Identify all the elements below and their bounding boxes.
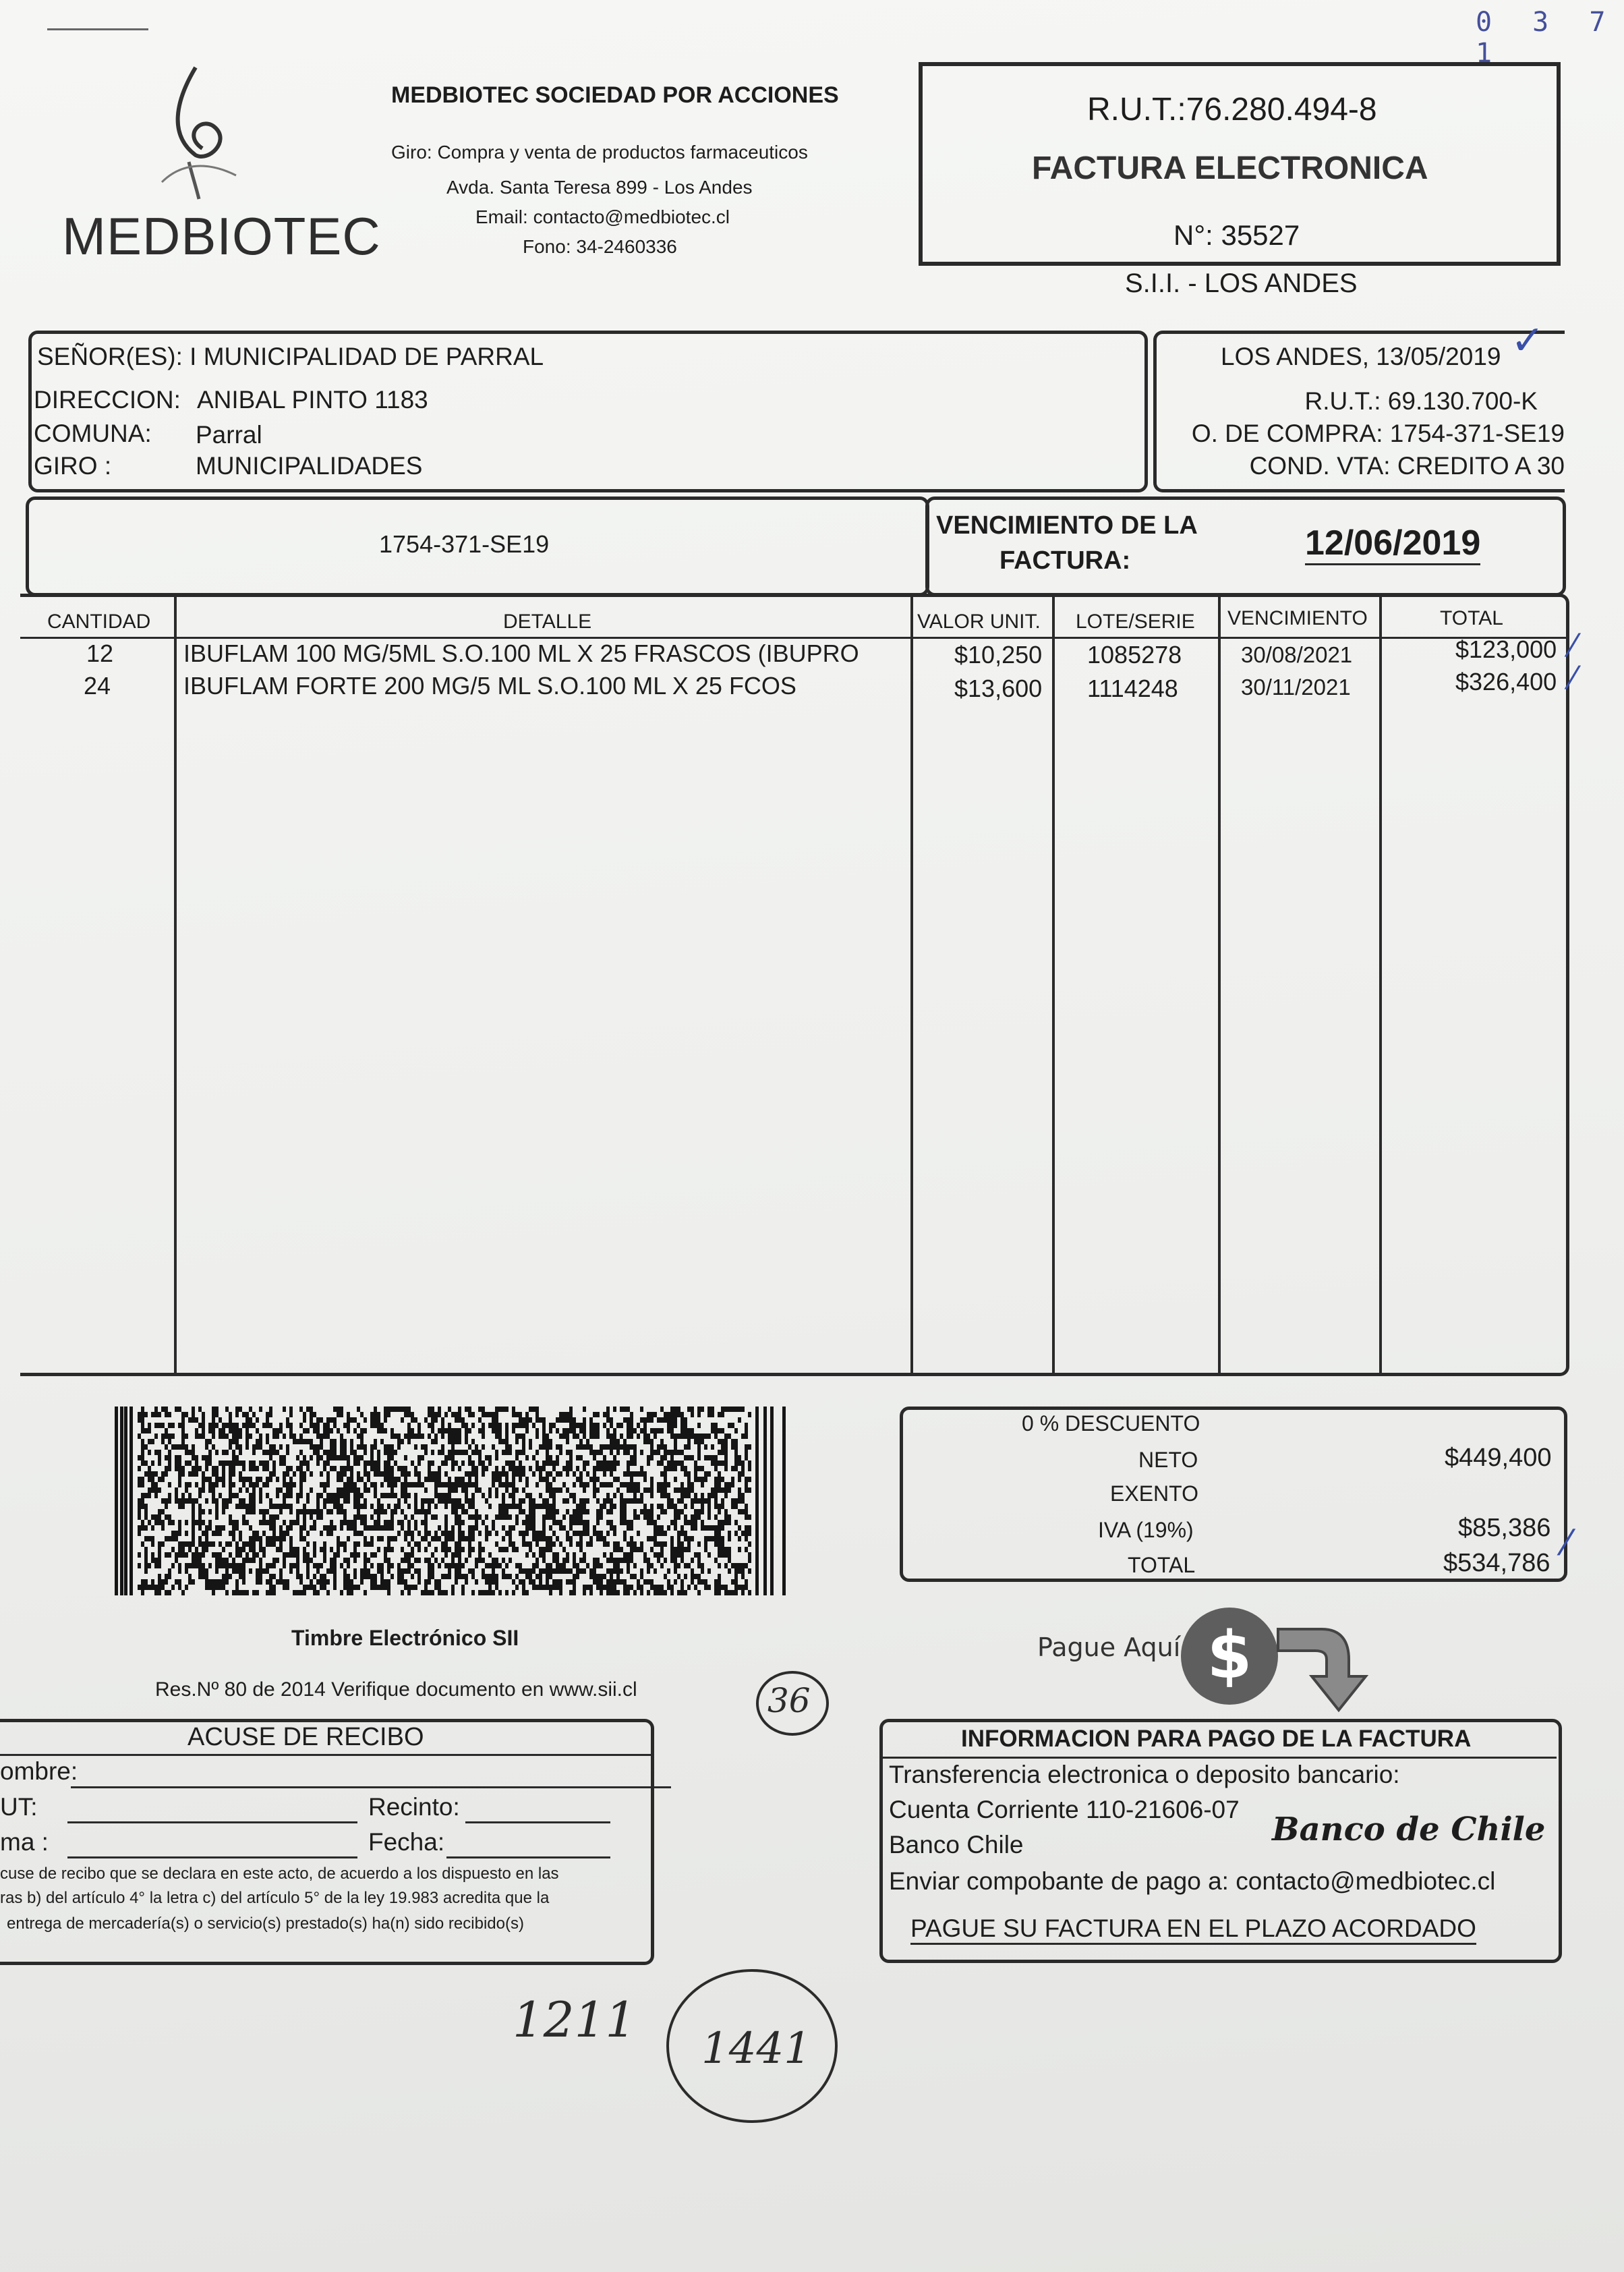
logo-text: MEDBIOTEC [62, 206, 381, 266]
payment-bank: Banco Chile [889, 1831, 1024, 1858]
header-total: TOTAL [1440, 607, 1503, 629]
due-date: 12/06/2019 [1305, 523, 1480, 565]
place-date: LOS ANDES, 13/05/2019 [1221, 343, 1501, 370]
acuse-legal-1: cuse de recibo que se declara en este acto, de acuerdo a los dispuesto en las [0, 1865, 559, 1883]
recinto-line[interactable] [465, 1821, 610, 1823]
col-divider [174, 594, 177, 1373]
exento-label: EXENTO [1110, 1481, 1198, 1506]
total-label: TOTAL [1128, 1553, 1196, 1577]
header-cantidad: CANTIDAD [47, 610, 151, 633]
company-giro: Giro: Compra y venta de productos farmaceuticos [391, 142, 808, 163]
company-address: Avda. Santa Teresa 899 - Los Andes [446, 177, 753, 198]
fecha-line[interactable] [446, 1856, 610, 1858]
tick-icon: ⁄ [1570, 627, 1575, 664]
client-giro: MUNICIPALIDADES [196, 452, 423, 480]
timbre-label: Timbre Electrónico SII [291, 1626, 519, 1650]
svg-text:$: $ [1207, 1618, 1252, 1693]
top-mark [47, 28, 148, 30]
tick-icon: ⁄ [1563, 1523, 1569, 1564]
purchase-order: O. DE COMPRA: 1754-371-SE19 [1191, 420, 1565, 447]
row-unit-price: $10,250 [954, 641, 1043, 669]
iva-label: IVA (19%) [1098, 1518, 1194, 1542]
payment-line-1: Transferencia electronica o deposito bancario: [889, 1761, 1400, 1788]
neto-label: NETO [1138, 1448, 1198, 1472]
folio-stamp: 0 3 7 1 [1476, 7, 1618, 69]
sii-office: S.I.I. - LOS ANDES [1125, 268, 1358, 298]
col-divider [910, 594, 913, 1373]
acuse-title: ACUSE DE RECIBO [187, 1723, 424, 1751]
client-address-label: DIRECCION: [34, 386, 181, 414]
payment-send-to: Enviar compobante de pago a: contacto@medbiotec.cl [889, 1867, 1496, 1895]
rut-line[interactable] [67, 1821, 357, 1823]
row-expiry: 30/08/2021 [1241, 642, 1353, 667]
client-name: SEÑOR(ES): I MUNICIPALIDAD DE PARRAL [37, 343, 544, 370]
acuse-recinto-label: Recinto: [368, 1793, 460, 1821]
client-rut: R.U.T.: 69.130.700-K [1304, 387, 1538, 415]
acuse-legal-2: ras b) del artículo 4° la letra c) del artículo 5° de la ley 19.983 acredita que la [0, 1889, 550, 1907]
payment-divider [882, 1757, 1557, 1759]
medbiotec-logo-icon [155, 61, 243, 202]
row-total: $123,000 [1455, 635, 1557, 663]
handwritten-circle-number: 36 [767, 1681, 811, 1720]
row-total: $326,400 [1455, 668, 1557, 695]
col-divider [1379, 594, 1382, 1373]
header-detalle: DETALLE [503, 610, 592, 633]
payment-title: INFORMACION PARA PAGO DE LA FACTURA [961, 1726, 1472, 1752]
acuse-legal-3: entrega de mercadería(s) o servicio(s) prestado(s) ha(n) sido recibido(s) [7, 1914, 524, 1933]
due-label-2: FACTURA: [999, 546, 1131, 575]
row-lot: 1085278 [1087, 641, 1182, 669]
dollar-coin-icon[interactable] [1177, 1602, 1372, 1717]
iva-value: $85,386 [1458, 1514, 1551, 1542]
neto-value: $449,400 [1445, 1444, 1552, 1472]
company-phone: Fono: 34-2460336 [523, 236, 677, 257]
acuse-divider [0, 1754, 654, 1756]
items-table [20, 594, 1569, 1376]
company-name: MEDBIOTEC SOCIEDAD POR ACCIONES [391, 82, 839, 108]
acuse-firma-label: ma : [0, 1828, 49, 1856]
reference-oc: 1754-371-SE19 [379, 530, 550, 558]
header-vencimiento: VENCIMIENTO [1227, 607, 1368, 629]
col-divider [1218, 594, 1221, 1373]
row-expiry: 30/11/2021 [1241, 675, 1351, 700]
acuse-fecha-label: Fecha: [368, 1828, 445, 1856]
discount-label: 0 % DESCUENTO [1022, 1411, 1200, 1436]
col-divider [1052, 594, 1055, 1373]
client-address: ANIBAL PINTO 1183 [197, 386, 428, 414]
pay-here-label: Pague Aquí [1037, 1632, 1181, 1662]
row-unit-price: $13,600 [954, 675, 1043, 702]
sale-condition: COND. VTA: CREDITO A 30 [1249, 452, 1565, 480]
invoice-number: N°: 35527 [1173, 219, 1300, 251]
total-value: $534,786 [1443, 1549, 1550, 1577]
table-header-divider [20, 637, 1568, 639]
timbre-resolution: Res.Nº 80 de 2014 Verifique documento en www.sii.cl [155, 1678, 637, 1701]
pdf417-barcode-icon [115, 1407, 789, 1595]
row-qty: 12 [86, 640, 114, 667]
header-lote-serie: LOTE/SERIE [1076, 610, 1195, 633]
client-comuna-label: COMUNA: [34, 420, 152, 447]
document-type: FACTURA ELECTRONICA [1032, 150, 1428, 186]
issuer-rut: R.U.T.:76.280.494-8 [1087, 92, 1377, 127]
acuse-nombre-label: ombre: [0, 1757, 78, 1785]
row-lot: 1114248 [1087, 675, 1178, 702]
row-detail: IBUFLAM FORTE 200 MG/5 ML S.O.100 ML X 25 FCOS [183, 672, 796, 700]
company-email: Email: contacto@medbiotec.cl [475, 206, 730, 227]
tick-icon: ⁄ [1570, 660, 1575, 696]
firma-line[interactable] [67, 1856, 357, 1858]
client-comuna: Parral [196, 421, 262, 449]
row-detail: IBUFLAM 100 MG/5ML S.O.100 ML X 25 FRASCOS (IBUPRO [183, 640, 859, 667]
handwritten-circle-number: 1441 [701, 2024, 811, 2074]
due-label: VENCIMIENTO DE LA [936, 511, 1198, 540]
payment-footer: PAGUE SU FACTURA EN EL PLAZO ACORDADO [910, 1914, 1476, 1945]
payment-account: Cuenta Corriente 110-21606-07 [889, 1796, 1240, 1823]
checkmark-icon: ✓ [1511, 317, 1545, 364]
header-valor-unit: VALOR UNIT. [917, 610, 1041, 633]
client-giro-label: GIRO : [34, 452, 112, 480]
handwritten-note: 1211 [513, 1991, 637, 2048]
row-qty: 24 [84, 672, 111, 700]
bank-logo: Banco de Chile [1272, 1811, 1546, 1848]
acuse-rut-label: UT: [0, 1793, 38, 1821]
nombre-line[interactable] [71, 1786, 671, 1788]
